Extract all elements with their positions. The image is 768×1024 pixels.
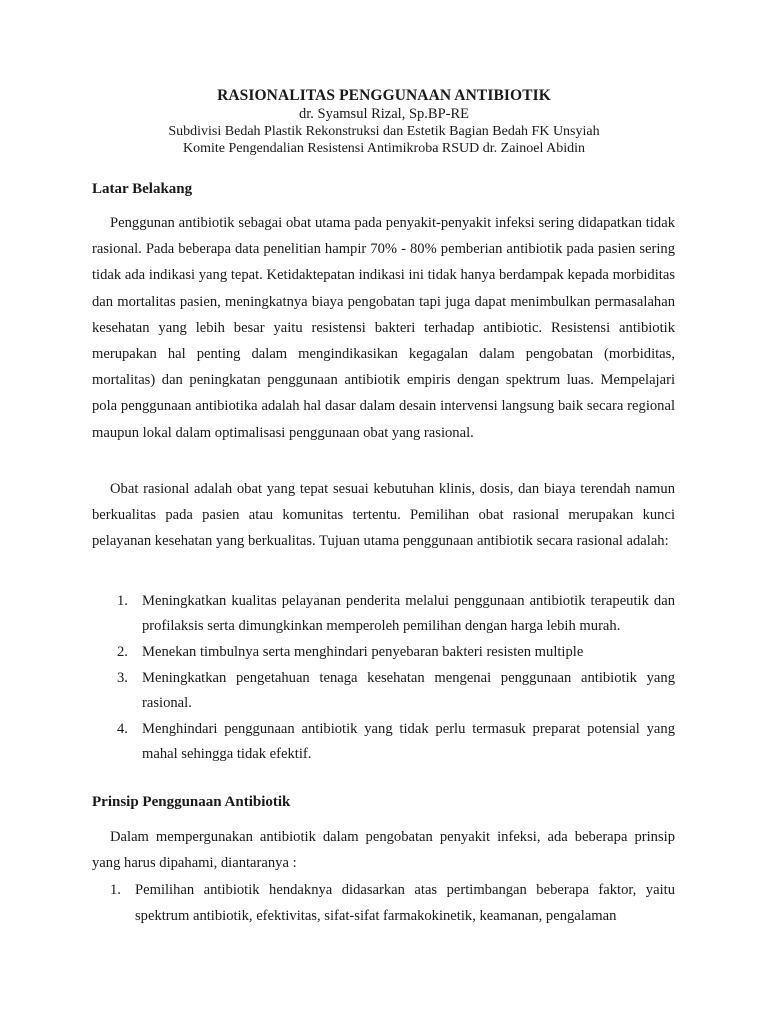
list-item — [117, 589, 675, 639]
goals-list — [117, 589, 675, 767]
list-item-number: 3. — [117, 670, 128, 686]
list-item — [117, 717, 675, 767]
list-item — [117, 666, 675, 716]
document-header — [0, 86, 768, 157]
list-item-number: 4. — [117, 721, 128, 737]
document-title: RASIONALITAS PENGGUNAAN ANTIBIOTIK — [217, 87, 551, 104]
affiliation-line-2: Komite Pengendalian Resistensi Antimikroba RSUD dr. Zainoel Abidin — [182, 141, 586, 156]
paragraph-principles: Dalam mempergunakan antibiotik dalam pengobatan penyakit infeksi, ada beberapa prinsip yang harus dipahami, diantaranya : — [92, 829, 675, 872]
list-item-text: Pemilihan antibiotik hendaknya didasarkan atas pertimbangan beberapa faktor, yaitu spektrum antibiotik, efektivitas, sifat-sifat farmakokinetik, keamanan, pengalaman — [135, 882, 675, 925]
list-item — [110, 877, 675, 929]
list-item-text: Menghindari penggunaan antibiotik yang tidak perlu termasuk preparat potensial yang mahal sehingga tidak efektif. — [142, 721, 675, 762]
list-item-number: 2. — [117, 644, 128, 660]
list-item — [117, 640, 675, 665]
list-item-number: 1. — [117, 593, 128, 609]
list-item-number: 1. — [110, 882, 121, 898]
list-item-text: Meningkatkan kualitas pelayanan penderita melalui penggunaan antibiotik terapeutik dan profilaksis serta dimungkinkan memperoleh pemilihan dengan harga lebih murah. — [142, 593, 675, 634]
author-name: dr. Syamsul Rizal, Sp.BP-RE — [299, 106, 469, 122]
paragraph-background: Penggunan antibiotik sebagai obat utama pada penyakit-penyakit infeksi sering didapatkan tidak rasional. Pada beberapa data penelitian hampir 70% - 80% pemberian antibiotik pada pasien sering tidak ada indikasi yang tepat. Ketidaktepatan indikasi ini tidak hanya berdampak kepada morbiditas dan mortalitas pasien, meningkatnya biaya pengobatan tapi juga dapat menimbulkan permasalahan kesehatan yang lebih besar yaitu resistensi bakteri terhadap antibiotic. Resistensi antibiotik merupakan hal penting dalam mengindikasikan kegagalan dalam pengobatan (morbiditas, mortalitas) dan peningkatan penggunaan antibiotik empiris dengan spektrum luas. Mempelajari pola penggunaan antibiotika adalah hal dasar dalam desain intervensi langsung baik secara regional maupun lokal dalam optimalisasi penggunaan obat yang rasional. — [92, 215, 675, 441]
principles-list — [110, 877, 675, 929]
section-heading-prinsip: Prinsip Penggunaan Antibiotik — [92, 794, 291, 810]
section-heading-latar-belakang: Latar Belakang — [92, 181, 193, 197]
list-item-text: Meningkatkan pengetahuan tenaga kesehatan mengenai penggunaan antibiotik yang rasional. — [142, 670, 675, 711]
affiliation-line-1: Subdivisi Bedah Plastik Rekonstruksi dan Estetik Bagian Bedah FK Unsyiah — [168, 124, 600, 139]
paragraph-rational-drug: Obat rasional adalah obat yang tepat sesuai kebutuhan klinis, dosis, dan biaya terendah namun berkualitas pada pasien atau komunitas tertentu. Pemilihan obat rasional merupakan kunci pelayanan kesehatan yang berkualitas. Tujuan utama penggunaan antibiotik secara rasional adalah: — [92, 481, 675, 550]
list-item-text: Menekan timbulnya serta menghindari penyebaran bakteri resisten multiple — [142, 644, 584, 660]
